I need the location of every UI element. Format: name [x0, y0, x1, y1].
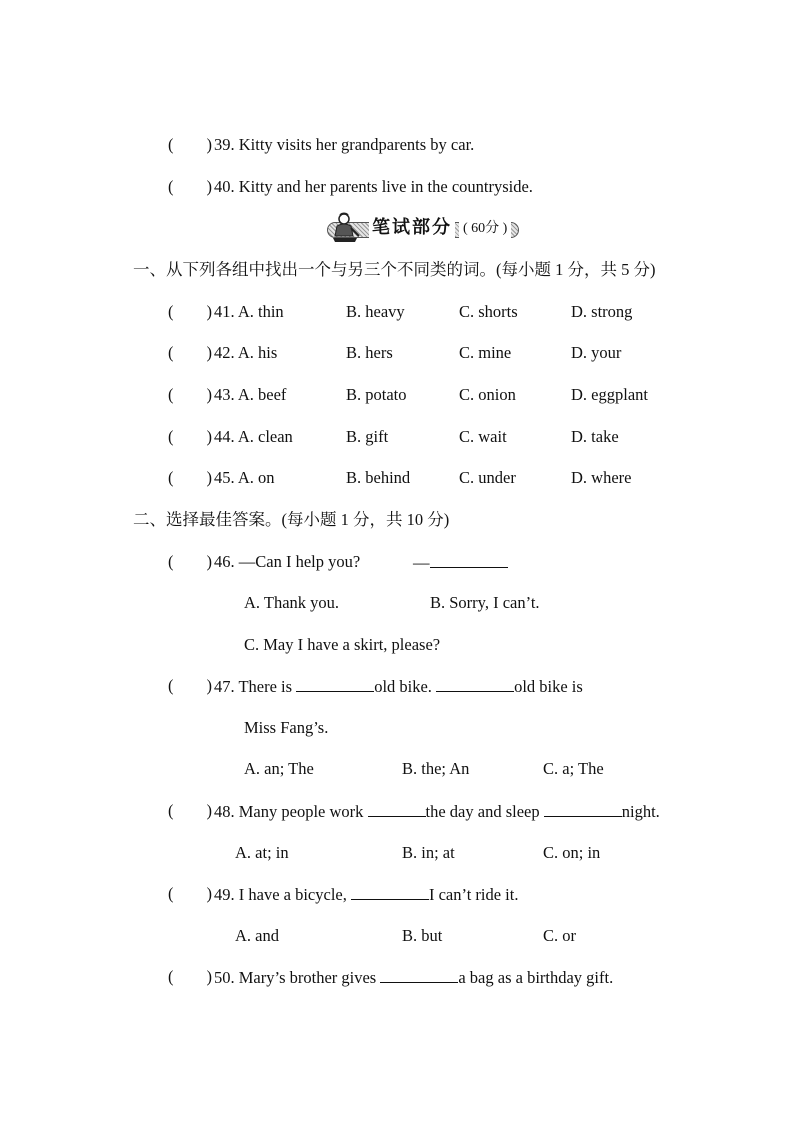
option-b: B. but: [402, 926, 443, 945]
option-b: B. in; at: [402, 843, 455, 862]
fill-blank[interactable]: [368, 801, 426, 817]
option-a: A. at; in: [235, 843, 289, 862]
option-d: D. where: [571, 468, 632, 487]
writing-person-icon: [329, 212, 363, 244]
question-39-text: 39. Kitty visits her grandparents by car.: [214, 135, 475, 154]
option-c: C. onion: [459, 385, 516, 404]
question-48-text: [214, 801, 660, 822]
option-b: B. the; An: [402, 759, 470, 778]
option-c: C. under: [459, 468, 516, 487]
option-a: A. Thank you.: [244, 593, 340, 612]
text-part: 49. I have a bicycle,: [214, 885, 351, 904]
option-c: C. on; in: [543, 843, 601, 862]
answer-blank[interactable]: ( ): [168, 552, 212, 571]
option-b: B. Sorry, I can’t.: [430, 593, 540, 612]
text-part: old bike.: [374, 677, 437, 696]
text-part: 48. Many people work: [214, 802, 368, 821]
answer-blank[interactable]: ( ): [168, 676, 212, 695]
text-part: night.: [621, 802, 660, 821]
option-a: 45. A. on: [214, 468, 275, 487]
option-d: D. take: [571, 427, 619, 446]
answer-blank[interactable]: ( ): [168, 135, 212, 154]
question-47-text: [214, 676, 583, 697]
answer-blank[interactable]: ( ): [168, 302, 212, 321]
text-part: 47. There is: [214, 677, 297, 696]
option-a: A. and: [235, 926, 279, 945]
question-46-text: 46. —Can I help you?: [214, 552, 361, 571]
option-c: C. wait: [459, 427, 507, 446]
fill-blank[interactable]: [436, 676, 514, 692]
option-a: A. an; The: [244, 759, 314, 778]
option-a: 43. A. beef: [214, 385, 287, 404]
answer-blank[interactable]: ( ): [168, 427, 212, 446]
option-b: B. behind: [346, 468, 411, 487]
question-40-text: 40. Kitty and her parents live in the countryside.: [214, 177, 533, 196]
section-2-heading: 二、选择最佳答案。(每小题 1 分，共 10 分): [133, 510, 450, 529]
fill-blank[interactable]: [380, 967, 458, 983]
answer-blank[interactable]: ( ): [168, 468, 212, 487]
question-50-text: [214, 967, 613, 988]
option-a: 41. A. thin: [214, 302, 284, 321]
option-b: B. potato: [346, 385, 407, 404]
section-1-heading: 一、从下列各组中找出一个与另三个不同类的词。(每小题 1 分，共 5 分): [133, 260, 656, 279]
answer-blank[interactable]: ( ): [168, 801, 212, 820]
written-section-banner: [325, 212, 523, 244]
option-a: 44. A. clean: [214, 427, 293, 446]
answer-blank[interactable]: ( ): [168, 385, 212, 404]
text-part: I can’t ride it.: [428, 885, 519, 904]
option-c: C. May I have a skirt, please?: [244, 635, 441, 654]
text-part: the day and sleep: [425, 802, 544, 821]
question-49-text: [214, 884, 518, 905]
text-part: 50. Mary’s brother gives: [214, 968, 381, 987]
answer-blank[interactable]: ( ): [168, 884, 212, 903]
option-a: 42. A. his: [214, 343, 278, 362]
option-b: B. hers: [346, 343, 393, 362]
option-c: C. or: [543, 926, 576, 945]
option-d: D. strong: [571, 302, 633, 321]
dash: —: [413, 553, 430, 572]
answer-blank[interactable]: ( ): [168, 177, 212, 196]
banner-title: 笔试部分: [369, 215, 455, 241]
option-c: C. a; The: [543, 759, 604, 778]
option-d: D. eggplant: [571, 385, 648, 404]
text-part: old bike is: [514, 677, 583, 696]
answer-blank[interactable]: ( ): [168, 343, 212, 362]
option-c: C. shorts: [459, 302, 518, 321]
fill-blank[interactable]: [430, 552, 508, 568]
banner-score: ( 60分 ): [459, 218, 511, 240]
text-part: a bag as a birthday gift.: [458, 968, 614, 987]
answer-blank[interactable]: ( ): [168, 967, 212, 986]
option-b: B. gift: [346, 427, 389, 446]
question-46-response: [413, 552, 508, 573]
question-47-continuation: Miss Fang’s.: [244, 718, 329, 737]
option-b: B. heavy: [346, 302, 405, 321]
fill-blank[interactable]: [544, 801, 622, 817]
fill-blank[interactable]: [351, 884, 429, 900]
option-c: C. mine: [459, 343, 512, 362]
fill-blank[interactable]: [296, 676, 374, 692]
option-d: D. your: [571, 343, 622, 362]
